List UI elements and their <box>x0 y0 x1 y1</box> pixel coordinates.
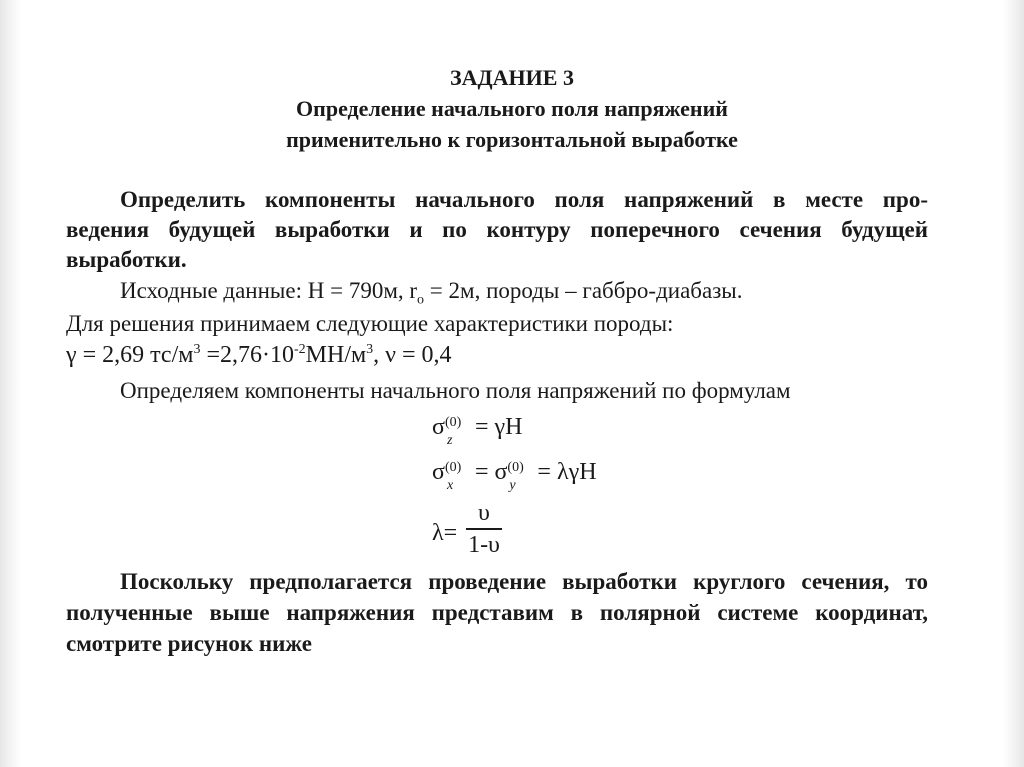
task-text-line-3: выработки. <box>66 247 187 272</box>
input-data-line <box>120 277 743 308</box>
gamma-nu-values: γ = 2,69 $тс/м^3 =2,76\cdot 10^{-2}МН/м^3$, ν = 0,4 <box>66 342 452 368</box>
conclusion-line-2: полученные выше напряжения представим в полярной системе координат, <box>66 600 928 625</box>
characteristics-intro: Для решения принимаем следующие характеристики породы: <box>66 311 674 336</box>
input-radius: $r_o = 2м$, <box>409 278 481 308</box>
task-subtitle-line-1: Определение начального поля напряжений <box>296 96 728 121</box>
fraction-numerator: υ <box>478 500 490 526</box>
fraction-bar <box>466 528 502 530</box>
formula-lambda-fraction <box>466 500 502 558</box>
input-data-label: Исходные данные: <box>120 278 302 303</box>
fraction-denominator: 1-υ <box>468 531 500 558</box>
input-depth: H = 790м, <box>307 278 404 303</box>
task-subtitle-line-2: применительно к горизонтальной выработке <box>286 127 738 152</box>
input-rock-type: породы – габбро-диабазы. <box>486 278 743 303</box>
task-text-line-1: Определить компоненты начального поля напряжений в месте про- <box>120 187 928 212</box>
formula-sigma-z: σ (0) z = γH <box>432 414 523 448</box>
conclusion-line-1: Поскольку предполагается проведение выработки круглого сечения, то <box>120 569 928 594</box>
formula-lambda-lhs: λ= <box>432 520 458 546</box>
formulas-intro: Определяем компоненты начального поля напряжений по формулам <box>120 378 791 403</box>
formula-sigma-x-y: σ (0) x = σ (0) y = λγH <box>432 459 597 493</box>
task-text-line-2: ведения будущей выработки и по контуру поперечного сечения будущей <box>66 217 928 242</box>
task-title: ЗАДАНИЕ 3 <box>450 65 574 90</box>
conclusion-line-3: смотрите рисунок ниже <box>66 631 312 656</box>
